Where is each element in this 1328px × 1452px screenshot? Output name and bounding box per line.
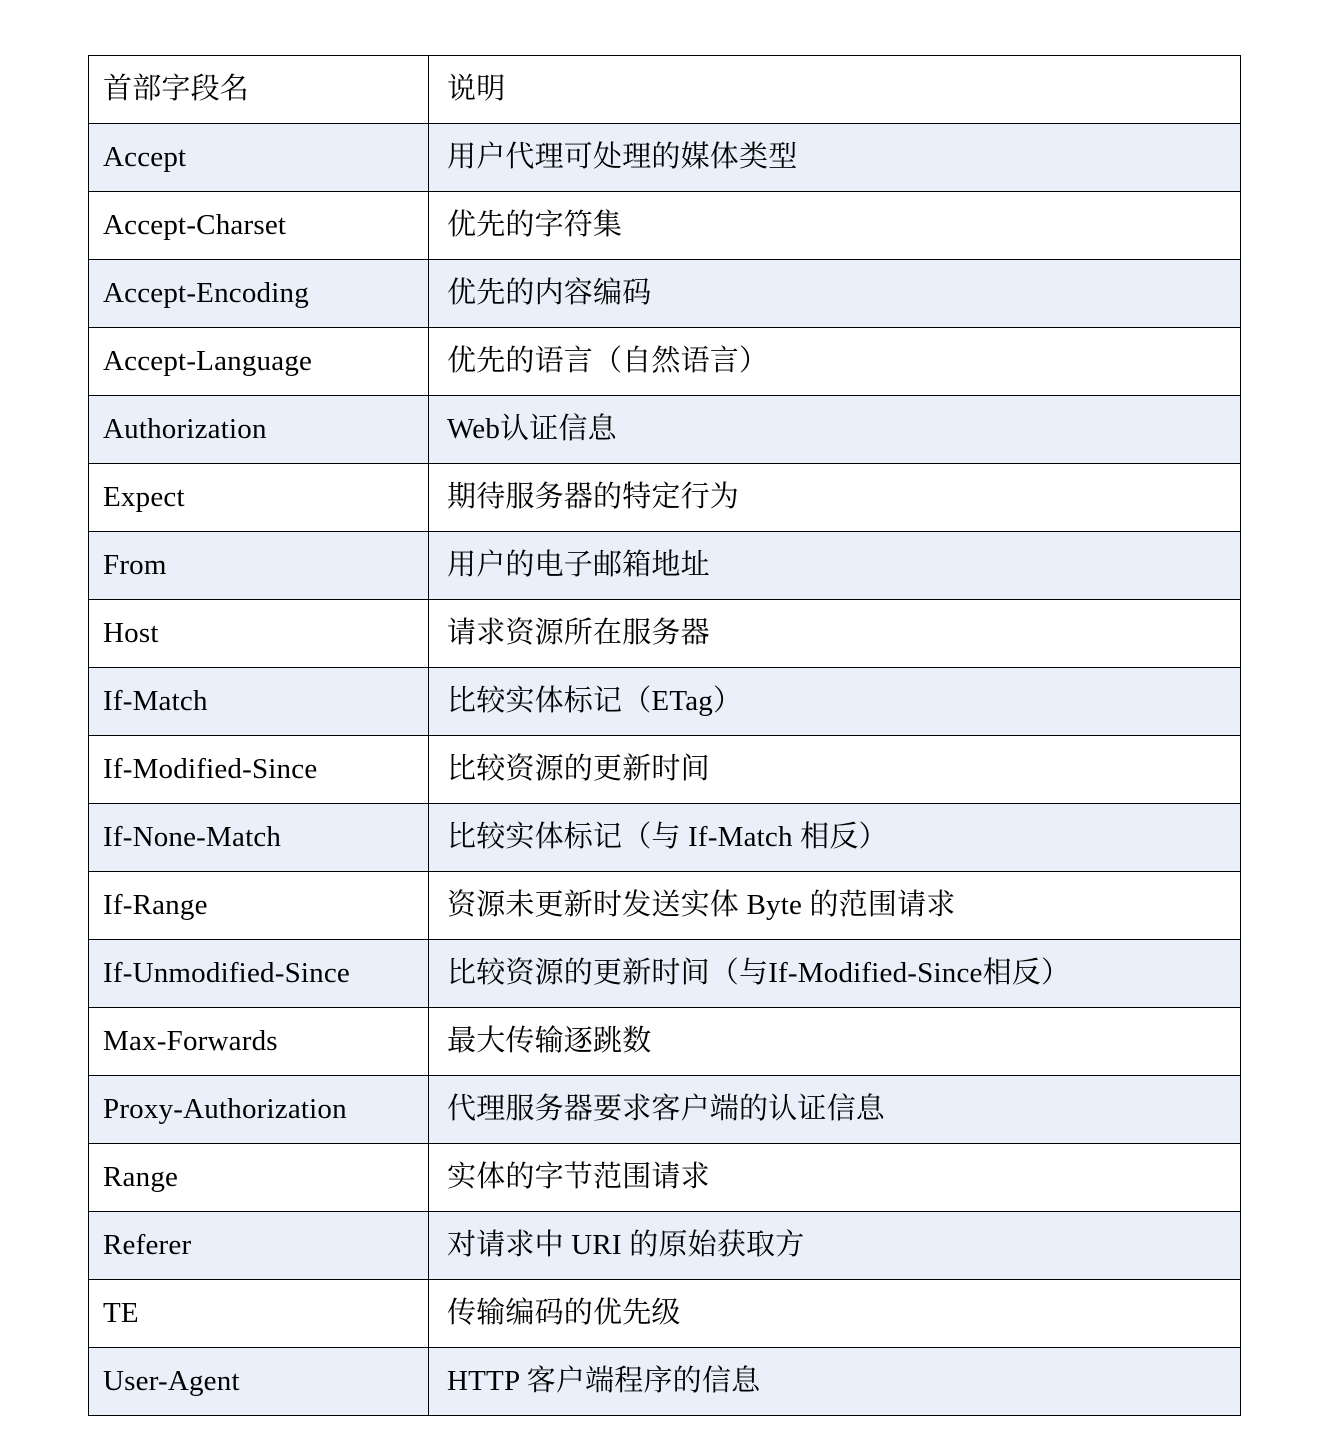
cell-field: Accept-Charset xyxy=(89,192,429,260)
cell-field: Accept-Language xyxy=(89,328,429,396)
table-row xyxy=(89,464,1241,532)
http-request-header-table xyxy=(88,55,1241,1416)
cell-description: 资源未更新时发送实体 Byte 的范围请求 xyxy=(429,872,1241,940)
column-header-field: 首部字段名 xyxy=(89,56,429,124)
cell-description: 实体的字节范围请求 xyxy=(429,1144,1241,1212)
table-row xyxy=(89,260,1241,328)
table-row xyxy=(89,600,1241,668)
table-row xyxy=(89,1212,1241,1280)
cell-description: 传输编码的优先级 xyxy=(429,1280,1241,1348)
cell-field: Accept xyxy=(89,124,429,192)
table-row xyxy=(89,1348,1241,1416)
cell-description: 比较实体标记（ETag） xyxy=(429,668,1241,736)
table-row xyxy=(89,328,1241,396)
cell-description: 对请求中 URI 的原始获取方 xyxy=(429,1212,1241,1280)
cell-description: 用户的电子邮箱地址 xyxy=(429,532,1241,600)
table-row xyxy=(89,532,1241,600)
table-row xyxy=(89,804,1241,872)
column-header-description: 说明 xyxy=(429,56,1241,124)
cell-field: Host xyxy=(89,600,429,668)
http-request-header-table-wrapper xyxy=(88,55,1240,1416)
cell-description: 代理服务器要求客户端的认证信息 xyxy=(429,1076,1241,1144)
cell-field: If-Range xyxy=(89,872,429,940)
cell-field: If-None-Match xyxy=(89,804,429,872)
cell-field: User-Agent xyxy=(89,1348,429,1416)
cell-field: From xyxy=(89,532,429,600)
table-body xyxy=(89,56,1241,1416)
cell-description: 比较资源的更新时间（与If-Modified-Since相反） xyxy=(429,940,1241,1008)
cell-field: Max-Forwards xyxy=(89,1008,429,1076)
cell-field: Accept-Encoding xyxy=(89,260,429,328)
cell-field: Expect xyxy=(89,464,429,532)
cell-description: 期待服务器的特定行为 xyxy=(429,464,1241,532)
table-row xyxy=(89,1280,1241,1348)
table-row xyxy=(89,668,1241,736)
table-row xyxy=(89,940,1241,1008)
cell-field: If-Match xyxy=(89,668,429,736)
table-row xyxy=(89,124,1241,192)
cell-description: 用户代理可处理的媒体类型 xyxy=(429,124,1241,192)
cell-description: Web认证信息 xyxy=(429,396,1241,464)
cell-description: 优先的语言（自然语言） xyxy=(429,328,1241,396)
table-header-row xyxy=(89,56,1241,124)
cell-field: If-Unmodified-Since xyxy=(89,940,429,1008)
table-row xyxy=(89,1144,1241,1212)
cell-field: Proxy-Authorization xyxy=(89,1076,429,1144)
cell-field: Referer xyxy=(89,1212,429,1280)
cell-field: If-Modified-Since xyxy=(89,736,429,804)
cell-description: HTTP 客户端程序的信息 xyxy=(429,1348,1241,1416)
cell-field: Range xyxy=(89,1144,429,1212)
table-row xyxy=(89,872,1241,940)
cell-description: 最大传输逐跳数 xyxy=(429,1008,1241,1076)
cell-description: 比较资源的更新时间 xyxy=(429,736,1241,804)
cell-field: TE xyxy=(89,1280,429,1348)
cell-description: 优先的内容编码 xyxy=(429,260,1241,328)
table-row xyxy=(89,396,1241,464)
cell-field: Authorization xyxy=(89,396,429,464)
table-row xyxy=(89,1076,1241,1144)
table-row xyxy=(89,192,1241,260)
cell-description: 比较实体标记（与 If-Match 相反） xyxy=(429,804,1241,872)
cell-description: 优先的字符集 xyxy=(429,192,1241,260)
table-row xyxy=(89,736,1241,804)
cell-description: 请求资源所在服务器 xyxy=(429,600,1241,668)
table-row xyxy=(89,1008,1241,1076)
